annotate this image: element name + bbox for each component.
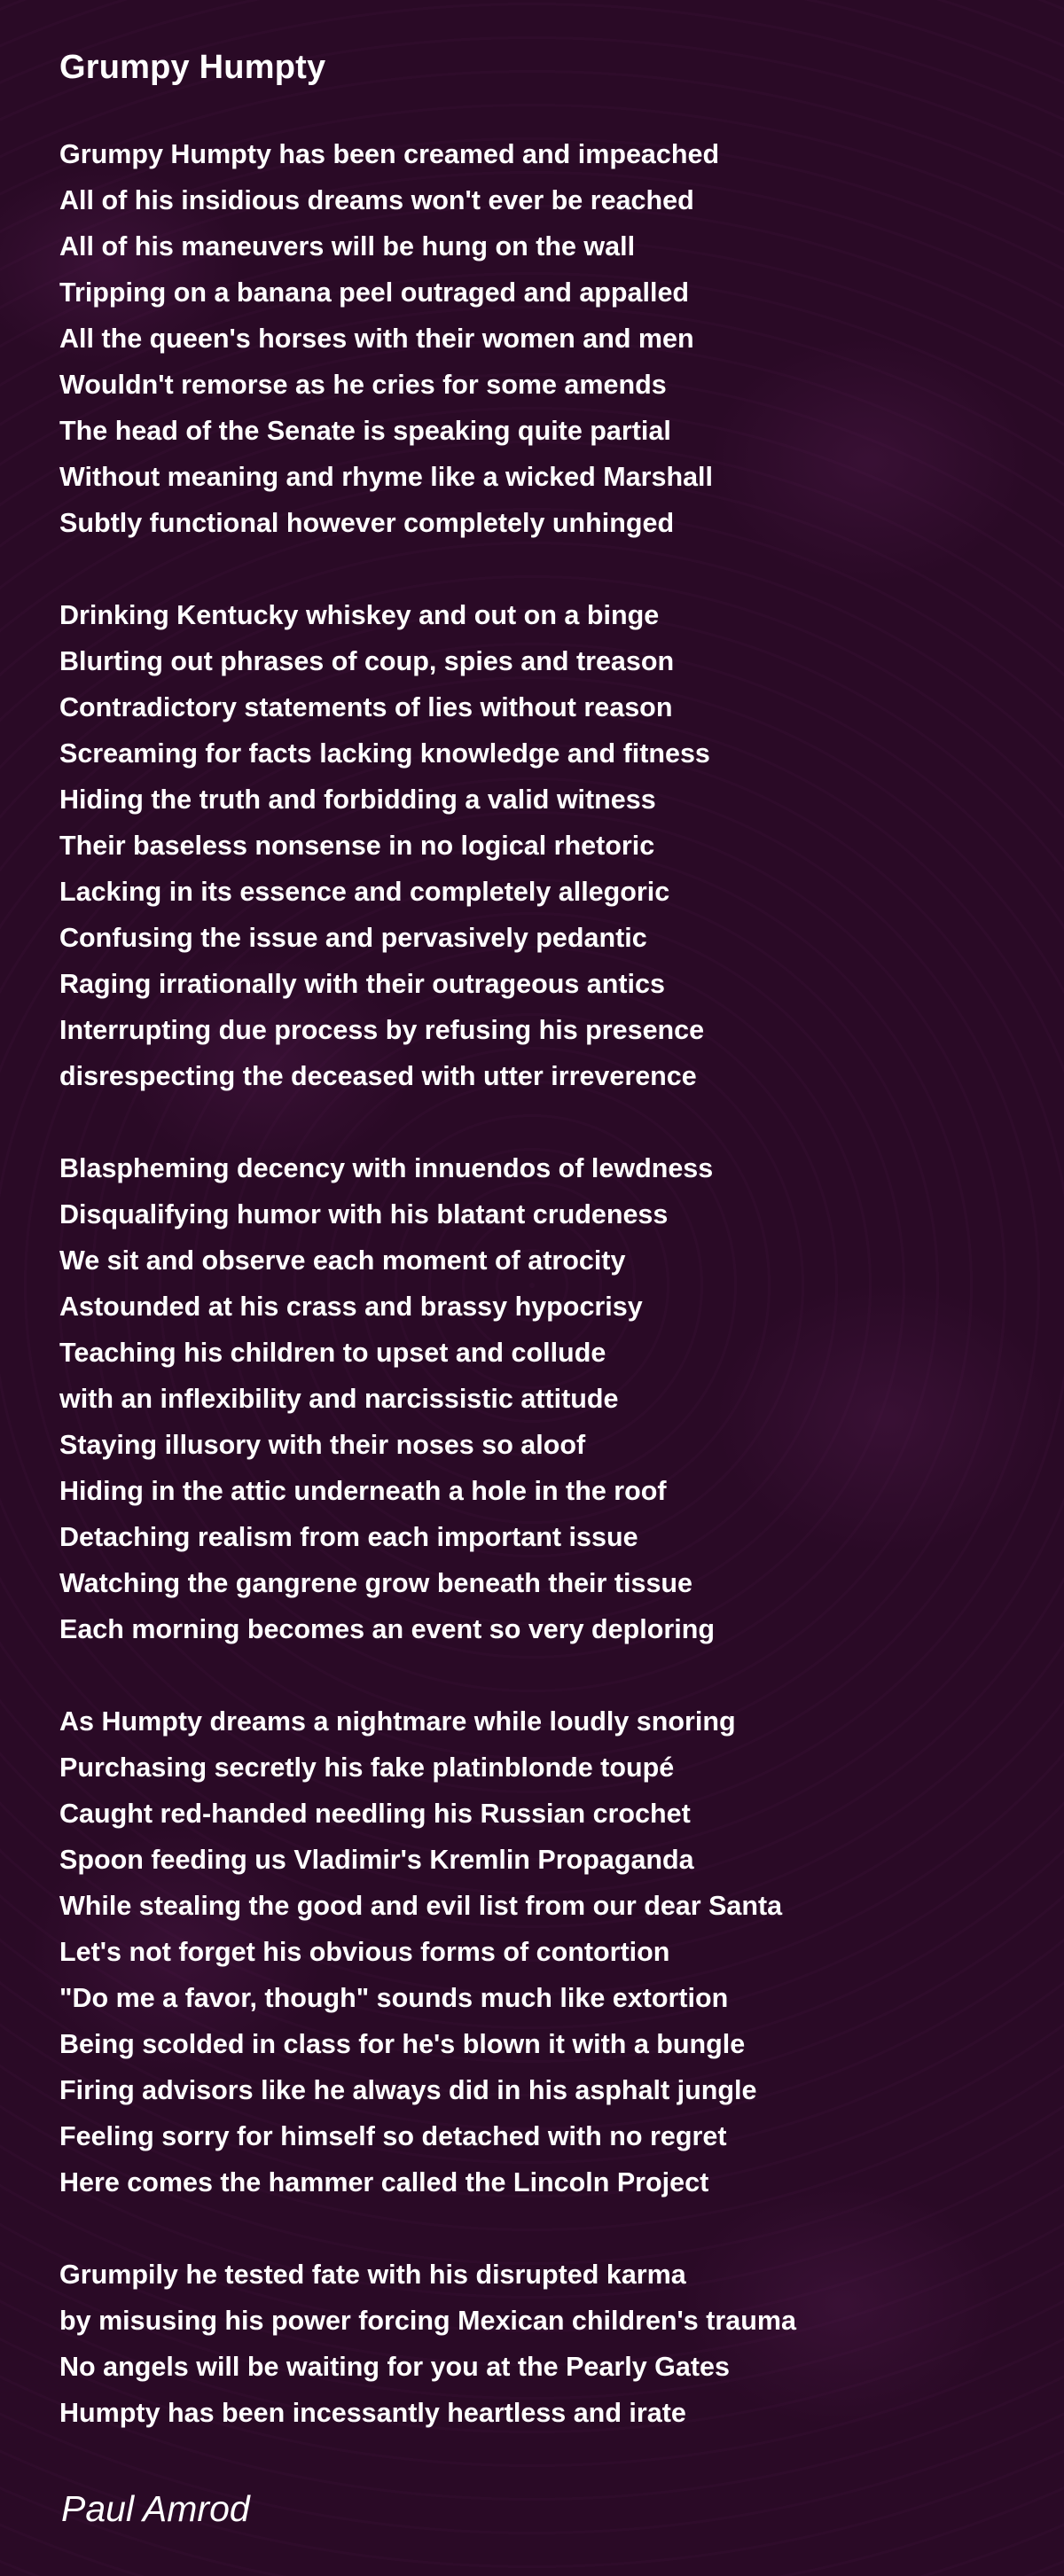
stanza-1 bbox=[59, 131, 1017, 546]
poem-line: Caught red-handed needling his Russian crochet bbox=[59, 1799, 691, 1829]
poem-line: Blaspheming decency with innuendos of lewdness bbox=[59, 1153, 714, 1183]
poem-line: Grumpy Humpty has been creamed and impeached bbox=[59, 139, 720, 169]
poem-line: No angels will be waiting for you at the Pearly Gates bbox=[59, 2352, 730, 2382]
poem-line: Lacking in its essence and completely allegoric bbox=[59, 877, 670, 907]
poem-line: All the queen's horses with their women and men bbox=[59, 324, 694, 354]
poem-line: Confusing the issue and pervasively pedantic bbox=[59, 923, 647, 953]
poem-line: Screaming for facts lacking knowledge and fitness bbox=[59, 738, 710, 769]
poem-author: Paul Amrod bbox=[61, 2488, 250, 2529]
poem-line: Here comes the hammer called the Lincoln Project bbox=[59, 2167, 709, 2197]
poem-line: Without meaning and rhyme like a wicked Marshall bbox=[59, 462, 713, 492]
poem-line: Humpty has been incessantly heartless and irate bbox=[59, 2398, 686, 2428]
poem-line: Firing advisors like he always did in his asphalt jungle bbox=[59, 2075, 757, 2105]
poem-line: Each morning becomes an event so very deploring bbox=[59, 1614, 715, 1644]
poem-line: Feeling sorry for himself so detached with no regret bbox=[59, 2121, 727, 2151]
poem-line: Staying illusory with their noses so aloof bbox=[59, 1430, 586, 1460]
poem-line: Hiding the truth and forbidding a valid witness bbox=[59, 785, 656, 815]
poem-line: Spoon feeding us Vladimir's Kremlin Propaganda bbox=[59, 1845, 694, 1875]
poem-line: While stealing the good and evil list from our dear Santa bbox=[59, 1891, 783, 1921]
poem-line: As Humpty dreams a nightmare while loudly snoring bbox=[59, 1706, 736, 1737]
poem-line: "Do me a favor, though" sounds much like extortion bbox=[59, 1983, 729, 2013]
stanza-2 bbox=[59, 592, 1017, 1099]
poem-line: Wouldn't remorse as he cries for some amends bbox=[59, 370, 667, 400]
poem-line: Contradictory statements of lies without reason bbox=[59, 692, 673, 722]
poem-line: Watching the gangrene grow beneath their tissue bbox=[59, 1568, 693, 1598]
poem-line: All of his insidious dreams won't ever be reached bbox=[59, 185, 694, 215]
poem-line: The head of the Senate is speaking quite partial bbox=[59, 416, 671, 446]
poem-line: Subtly functional however completely unhinged bbox=[59, 508, 675, 538]
poem-line: Let's not forget his obvious forms of contortion bbox=[59, 1937, 670, 1967]
poem-body bbox=[59, 46, 1017, 2482]
poem-line: by misusing his power forcing Mexican children's trauma bbox=[59, 2306, 796, 2336]
poem-line: Drinking Kentucky whiskey and out on a binge bbox=[59, 600, 660, 630]
poem-line: Grumpily he tested fate with his disrupted karma bbox=[59, 2260, 686, 2290]
poem-line: Raging irrationally with their outrageous antics bbox=[59, 969, 665, 999]
poem-line: Disqualifying humor with his blatant crudeness bbox=[59, 1199, 669, 1229]
poem-line: Hiding in the attic underneath a hole in the roof bbox=[59, 1476, 667, 1506]
poem-line: Their baseless nonsense in no logical rhetoric bbox=[59, 831, 655, 861]
poem-line: Tripping on a banana peel outraged and appalled bbox=[59, 277, 690, 308]
poem-line: Interrupting due process by refusing his presence bbox=[59, 1015, 705, 1045]
poem-line: Being scolded in class for he's blown it with a bungle bbox=[59, 2029, 746, 2059]
poem-line: with an inflexibility and narcissistic attitude bbox=[59, 1384, 619, 1414]
stanza-5 bbox=[59, 2252, 1017, 2436]
poem-line: Blurting out phrases of coup, spies and treason bbox=[59, 646, 675, 676]
poem-line: Astounded at his crass and brassy hypocrisy bbox=[59, 1292, 643, 1322]
poem-line: All of his maneuvers will be hung on the wall bbox=[59, 231, 636, 262]
poem-line: Purchasing secretly his fake platinblonde toupé bbox=[59, 1752, 675, 1783]
poem-line: disrespecting the deceased with utter irreverence bbox=[59, 1061, 697, 1091]
poem-title: Grumpy Humpty bbox=[59, 49, 326, 86]
stanza-3 bbox=[59, 1145, 1017, 1652]
poem-line: Detaching realism from each important issue bbox=[59, 1522, 638, 1552]
stanza-4 bbox=[59, 1698, 1017, 2205]
poem-line: Teaching his children to upset and collude bbox=[59, 1338, 606, 1368]
poem-line: We sit and observe each moment of atrocity bbox=[59, 1245, 626, 1276]
